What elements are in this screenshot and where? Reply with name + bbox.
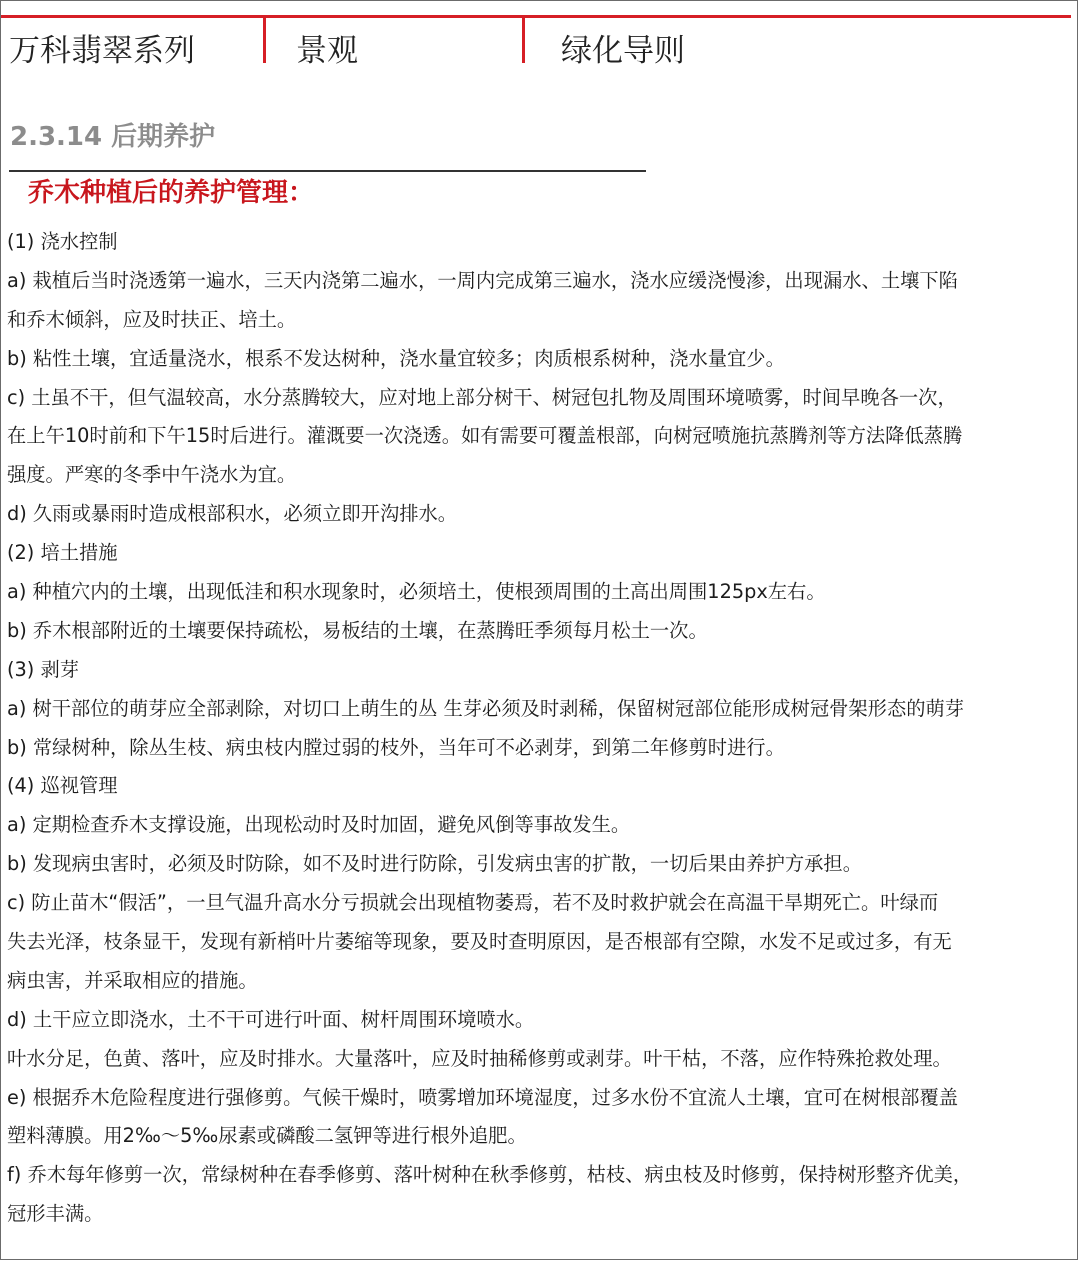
- text-line: c) 土虽不干，但气温较高，水分蒸腾较大，应对地上部分树干、树冠包扎物及周围环境喷雾，时间早晚各一次，: [7, 385, 957, 409]
- section-title: 2.3.14 后期养护: [10, 122, 216, 152]
- section-underline: [9, 170, 646, 172]
- text-line: (4) 巡视管理: [7, 774, 118, 798]
- text-line: f) 乔木每年修剪一次，常绿树种在春季修剪、落叶树种在秋季修剪，枯枝、病虫枝及时修剪，保持树形整齐优美，: [7, 1163, 973, 1187]
- text-line: 失去光泽，枝条显干，发现有新梢叶片萎缩等现象，要及时查明原因，是否根部有空隙，水发不足或过多，有无: [7, 930, 952, 954]
- text-line: a) 栽植后当时浇透第一遍水，三天内浇第二遍水，一周内完成第三遍水，浇水应缓浇慢渗，出现漏水、土壤下陷: [7, 268, 958, 292]
- header-divider: [263, 15, 266, 63]
- text-line: a) 种植穴内的土壤，出现低洼和积水现象时，必须培土，使根颈周围的土高出周围125px左右。: [7, 580, 826, 604]
- text-line: (3) 剥芽: [7, 657, 80, 681]
- text-line: (1) 浇水控制: [7, 230, 118, 253]
- text-line: a) 定期检查乔木支撑设施，出现松动时及时加固，避免风倒等事故发生。: [7, 813, 631, 837]
- text-line: 在上午10时前和下午15时后进行。灌溉要一次浇透。如有需要可覆盖根部，向树冠喷施抗蒸腾剂等方法降低蒸腾: [7, 424, 963, 448]
- text-line: b) 发现病虫害时，必须及时防除，如不及时进行防除，引发病虫害的扩散，一切后果由养护方承担。: [7, 852, 862, 876]
- text-line: d) 久雨或暴雨时造成根部积水，必须立即开沟排水。: [7, 502, 458, 526]
- text-line: b) 常绿树种，除丛生枝、病虫枝内膛过弱的枝外，当年可不必剥芽，到第二年修剪时进行。: [7, 735, 785, 759]
- header-guideline: 绿化导则: [561, 33, 685, 69]
- text-line: a) 树干部位的萌芽应全部剥除，对切口上萌生的丛 生芽必须及时剥稀，保留树冠部位能形成树冠骨架形态的萌芽: [7, 696, 965, 720]
- text-line: d) 土干应立即浇水，土不干可进行叶面、树杆周围环境喷水。: [7, 1007, 535, 1031]
- text-line: 和乔木倾斜，应及时扶正、培土。: [7, 307, 297, 331]
- text-line: b) 乔木根部附近的土壤要保持疏松，易板结的土壤，在蒸腾旺季须每月松土一次。: [7, 618, 708, 642]
- header-series: 万科翡翠系列: [9, 33, 195, 69]
- text-line: (2) 培土措施: [7, 541, 118, 565]
- text-line: 病虫害，并采取相应的措施。: [7, 968, 258, 992]
- text-line: 塑料薄膜。用2‰～5‰尿素或磷酸二氢钾等进行根外追肥。: [7, 1124, 527, 1148]
- text-line: c) 防止苗木“假活”，一旦气温升高水分亏损就会出现植物萎焉，若不及时救护就会在高温干旱期死亡。叶绿而: [7, 891, 939, 915]
- text-line: 冠形丰满。: [7, 1202, 104, 1226]
- text-line: 叶水分足，色黄、落叶，应及时排水。大量落叶，应及时抽稀修剪或剥芽。叶干枯，不落，应作特殊抢救处理。: [7, 1046, 952, 1070]
- text-line: b) 粘性土壤，宜适量浇水，根系不发达树种，浇水量宜较多；肉质根系树种，浇水量宜少。: [7, 346, 785, 370]
- header-divider: [522, 15, 525, 63]
- header-top-rule: [1, 15, 1071, 18]
- header-category: 景观: [296, 33, 358, 69]
- subheading: 乔木种植后的养护管理：: [28, 178, 315, 208]
- text-line: 强度。严寒的冬季中午浇水为宜。: [7, 463, 297, 487]
- body-text: [7, 223, 1078, 1234]
- text-line: e) 根据乔木危险程度进行强修剪。气候干燥时，喷雾增加环境湿度，过多水份不宜流人土壤，宜可在树根部覆盖: [7, 1085, 959, 1109]
